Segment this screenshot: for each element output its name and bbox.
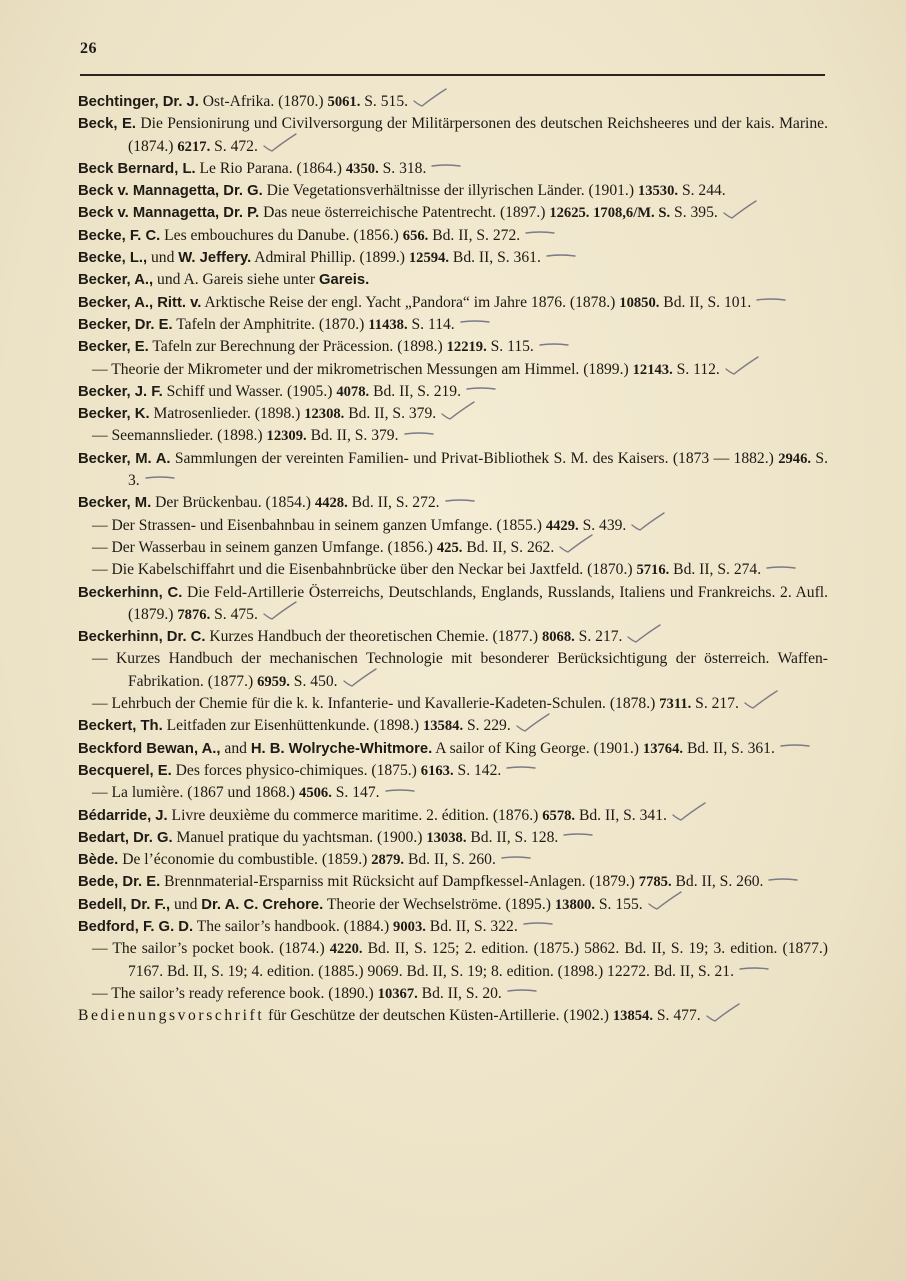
catalog-entry	[78, 292, 828, 314]
entry-text: Arktische Reise der engl. Yacht „Pandora“ im Jahre 1876. (1878.)	[201, 293, 620, 311]
entry-catalog-number: 5061.	[327, 94, 361, 110]
entry-location: Bd. II, S. 219.	[369, 382, 462, 400]
entry-location: Bd. II, S. 262.	[462, 538, 555, 556]
entry-catalog-number: 7311.	[659, 696, 692, 713]
catalog-entry	[78, 381, 828, 403]
pencil-dash-mark-icon	[738, 965, 774, 979]
entry-location: S. 155.	[594, 895, 643, 913]
entry-text: De l’économie du combustible. (1859.)	[118, 851, 372, 869]
pencil-dash-mark-icon	[779, 742, 815, 756]
entry-text: — La lumière. (1867 und 1868.)	[92, 784, 300, 802]
pencil-check-mark-icon	[671, 809, 707, 823]
entry-location: S. 472.	[210, 137, 258, 155]
entry-location: S. 318.	[378, 159, 427, 177]
catalog-entry	[78, 91, 828, 113]
entry-author: Becker, K.	[78, 406, 150, 423]
entry-location: S. 217.	[691, 695, 739, 713]
entry-text: A sailor of King George. (1901.)	[432, 739, 643, 757]
entry-location: S. 229.	[463, 717, 511, 735]
entry-author: Bedart, Dr. G.	[78, 829, 173, 846]
entry-catalog-number: 9003.	[393, 918, 426, 935]
entry-location: S. 3.	[128, 449, 828, 490]
pencil-dash-mark-icon	[765, 564, 801, 578]
entry-author: Becquerel, E.	[78, 762, 172, 779]
entry-catalog-number: 13038.	[426, 829, 467, 846]
entry-title-spaced: Bedienungsvorschrift	[78, 1007, 265, 1025]
entry-location: Bd. II, S. 361.	[449, 249, 541, 267]
entry-text: — The sailor’s ready reference book. (1890.)	[92, 984, 378, 1002]
entry-text: Der Brückenbau. (1854.)	[151, 494, 315, 512]
entry-catalog-number: 656.	[402, 227, 429, 244]
entry-author: Beck v. Mannagetta, Dr. G.	[78, 183, 263, 200]
entry-catalog-number: 13584.	[422, 718, 464, 735]
entry-author: Becker, M. A.	[78, 450, 171, 467]
entry-text: Sammlungen der vereinten Familien- und Privat-Bibliothek S. M. des Kaisers. (1873 — 1882.)	[170, 449, 779, 467]
entry-coauthor: W. Jeffery.	[178, 250, 252, 267]
catalog-entry	[78, 492, 828, 514]
pencil-dash-mark-icon	[444, 497, 480, 511]
catalog-entry	[78, 760, 828, 782]
entry-author: Becker, E.	[78, 339, 149, 356]
entry-catalog-number: 12309.	[266, 428, 307, 445]
pencil-dash-mark-icon	[545, 252, 581, 266]
entry-catalog-number: 6163.	[420, 762, 454, 779]
entry-catalog-number: 13530.	[637, 183, 679, 200]
entry-coauthor: Dr. A. C. Crehore.	[201, 896, 324, 913]
entry-catalog-number: 7876.	[177, 606, 211, 623]
catalog-entry	[78, 1005, 828, 1027]
entry-text: — Seemannslieder. (1898.)	[92, 427, 267, 445]
entry-text: Leitfaden zur Eisenhüttenkunde. (1898.)	[162, 717, 423, 735]
pencil-check-mark-icon	[626, 631, 662, 645]
entry-location: Bd. II, S. 260.	[671, 873, 764, 891]
pencil-dash-mark-icon	[459, 318, 495, 332]
entry-text: — Der Wasserbau in seinem ganzen Umfange. (1856.)	[92, 538, 437, 556]
entry-catalog-number: 10367.	[377, 985, 418, 1002]
entry-author: Bede, Dr. E.	[78, 874, 161, 891]
entry-location: Bd. II, S. 101.	[659, 293, 752, 311]
entry-catalog-number: 7785.	[638, 874, 672, 891]
pencil-check-mark-icon	[342, 675, 378, 689]
catalog-entry	[78, 336, 828, 358]
pencil-check-mark-icon	[724, 363, 760, 377]
entry-location: Bd. II, S. 379.	[306, 427, 399, 445]
catalog-entry	[78, 269, 828, 291]
entry-catalog-number: 12219.	[446, 339, 487, 356]
pencil-dash-mark-icon	[538, 341, 574, 355]
entry-catalog-number: 8068.	[541, 629, 575, 646]
entry-catalog-number: 6578.	[542, 807, 576, 824]
catalog-entry	[78, 827, 828, 849]
entry-text: und A. Gareis siehe unter	[153, 271, 319, 289]
entry-text: — Kurzes Handbuch der mechanischen Technologie mit besonderer Berücksichtigung der österreich. Waffen-Fabrikation. (1877.)	[92, 650, 828, 690]
entry-location: Bd. II, S. 322.	[425, 917, 518, 935]
entry-location: S. 147.	[331, 784, 380, 802]
catalog-entry	[78, 247, 828, 269]
catalog-entry	[78, 314, 828, 336]
entry-location: S. 142.	[453, 761, 502, 779]
entry-catalog-number: 12625. 1708,6/M. S.	[549, 205, 671, 222]
pencil-dash-mark-icon	[144, 474, 180, 488]
entry-catalog-number: 12308.	[304, 406, 345, 423]
pencil-dash-mark-icon	[384, 787, 420, 801]
entry-text: Des forces physico-chimiques. (1875.)	[171, 761, 421, 779]
entry-catalog-number: 6959.	[257, 673, 290, 690]
pencil-check-mark-icon	[262, 140, 298, 154]
pencil-check-mark-icon	[647, 898, 683, 912]
entry-text: Kurzes Handbuch der theoretischen Chemie. (1877.)	[205, 628, 542, 646]
entry-catalog-number: 12143.	[632, 361, 673, 378]
entry-location: Bd. II, S. 272.	[347, 494, 440, 512]
catalog-entry	[78, 582, 828, 627]
entry-author: Beckerhinn, Dr. C.	[78, 629, 206, 646]
entry-location: S. 244.	[678, 182, 726, 200]
pencil-dash-mark-icon	[465, 385, 501, 399]
pencil-check-mark-icon	[722, 207, 758, 221]
entry-location: Bd. II, S. 272.	[428, 226, 521, 244]
entry-text: — The sailor’s pocket book. (1874.)	[92, 940, 330, 958]
entry-catalog-number: 12594.	[408, 250, 450, 267]
entry-text: Die Vegetationsverhältnisse der illyrischen Länder. (1901.)	[262, 182, 638, 200]
pencil-dash-mark-icon	[505, 764, 541, 778]
entry-catalog-number: 13764.	[642, 740, 684, 757]
entry-text: Livre deuxième du commerce maritime. 2. édition. (1876.)	[167, 806, 543, 824]
sub-entry	[78, 938, 828, 983]
pencil-dash-mark-icon	[524, 229, 560, 243]
entry-location: S. 217.	[574, 628, 623, 646]
entry-location: S. 475.	[210, 605, 258, 623]
entry-text: Admiral Phillip. (1899.)	[251, 249, 409, 267]
entry-author: Bède.	[78, 852, 119, 869]
sub-entry	[78, 425, 828, 447]
sub-entry	[78, 983, 828, 1005]
catalog-entry	[78, 738, 828, 760]
pencil-dash-mark-icon	[500, 854, 536, 868]
entry-location: Bd. II, S. 361.	[683, 739, 775, 757]
catalog-entry	[78, 113, 828, 158]
entry-catalog-number: 5716.	[636, 562, 670, 579]
entry-text: and	[220, 739, 251, 757]
entry-catalog-number: 4350.	[345, 160, 379, 177]
entry-text: Das neue österreichische Patentrecht. (1897.)	[259, 204, 550, 222]
catalog-entry	[78, 202, 828, 224]
catalog-entry	[78, 225, 828, 247]
entry-author: Becker, J. F.	[78, 383, 163, 400]
entry-catalog-number: 4078.	[336, 383, 370, 400]
entry-location: S. 395.	[670, 204, 718, 222]
entry-text: — Der Strassen- und Eisenbahnbau in seinem ganzen Umfange. (1855.)	[92, 516, 546, 534]
pencil-dash-mark-icon	[522, 920, 558, 934]
entry-location: S. 112.	[672, 360, 720, 378]
pencil-check-mark-icon	[515, 720, 551, 734]
entry-text: Matrosenlieder. (1898.)	[149, 405, 305, 423]
pencil-check-mark-icon	[630, 519, 666, 533]
pencil-dash-mark-icon	[755, 296, 791, 310]
entry-location: Bd. II, S. 341.	[575, 806, 667, 824]
catalog-entry	[78, 805, 828, 827]
entry-author: Becke, F. C.	[78, 227, 161, 244]
catalog-entry	[78, 448, 828, 493]
entry-text: Tafeln zur Berechnung der Präcession. (1898.)	[148, 338, 447, 356]
entry-author: Bechtinger, Dr. J.	[78, 94, 199, 110]
entry-author: Bedell, Dr. F.,	[78, 896, 171, 913]
sub-entry	[78, 693, 828, 715]
catalog-entry	[78, 626, 828, 648]
entry-text: für Geschütze der deutschen Küsten-Artillerie. (1902.)	[264, 1007, 613, 1025]
entry-catalog-number: 2879.	[371, 852, 405, 869]
entry-author: Becker, A., Ritt. v.	[78, 294, 202, 311]
entry-author: Beck, E.	[78, 116, 137, 133]
entry-catalog-number: 425.	[436, 539, 463, 556]
catalog-entry	[78, 158, 828, 180]
entry-author: Becker, A.,	[78, 272, 154, 289]
entry-text: — Die Kabelschiffahrt und die Eisenbahnbrücke über den Neckar bei Jaxtfeld. (1870.)	[92, 561, 637, 579]
catalog-entry	[78, 916, 828, 938]
catalog-entry	[78, 180, 828, 202]
entry-coauthor: H. B. Wolryche-Whitmore.	[250, 740, 433, 757]
entry-text: Theorie der Wechselströme. (1895.)	[323, 895, 555, 913]
entry-location: Bd. II, S. 128.	[466, 828, 559, 846]
catalog-entry	[78, 849, 828, 871]
entry-author: Bédarride, J.	[78, 807, 168, 824]
entry-location: S. 450.	[289, 672, 338, 690]
entry-text: Le Rio Parana. (1864.)	[195, 159, 346, 177]
entry-text: und	[170, 895, 202, 913]
entry-location: S. 515.	[360, 93, 409, 110]
entry-location: S. 477.	[652, 1007, 701, 1025]
pencil-check-mark-icon	[705, 1010, 741, 1024]
entry-author: Beckford Bewan, A.,	[78, 740, 221, 757]
catalog-entry	[78, 715, 828, 737]
catalog-entry	[78, 403, 828, 425]
pencil-check-mark-icon	[558, 541, 594, 555]
pencil-check-mark-icon	[440, 408, 476, 422]
entry-catalog-number: 4429.	[545, 517, 579, 534]
entry-catalog-number: 13800.	[554, 896, 595, 913]
entry-text: Die Feld-Artillerie Österreichs, Deutschlands, Englands, Russlands, Italiens und Frankreichs. 2. Aufl. (1879.)	[128, 583, 828, 623]
entry-author: Beck v. Mannagetta, Dr. P.	[78, 205, 260, 222]
entry-location: Bd. II, S. 379.	[344, 405, 437, 423]
entry-author: Beckerhinn, C.	[78, 584, 183, 601]
page-number: 26	[80, 40, 97, 57]
sub-entry	[78, 782, 828, 804]
sub-entry	[78, 515, 828, 537]
entry-text: und	[147, 249, 179, 267]
entry-text: Manuel pratique du yachtsman. (1900.)	[172, 828, 427, 846]
entry-location: S. 439.	[578, 516, 627, 534]
entry-catalog-number: 10850.	[619, 294, 660, 311]
entry-location: S. 115.	[486, 338, 534, 356]
catalog-entry	[78, 871, 828, 893]
entry-author: Beck Bernard, L.	[78, 160, 196, 177]
entry-location: Bd. II, S. 20.	[417, 984, 502, 1002]
entry-coauthor: Gareis.	[319, 272, 370, 289]
header-rule	[80, 74, 825, 76]
entry-catalog-number: 2946.	[778, 450, 812, 467]
catalog-entry	[78, 894, 828, 916]
entry-author: Becker, Dr. E.	[78, 316, 173, 333]
entry-location: Bd. II, S. 260.	[404, 851, 496, 869]
entry-catalog-number: 4428.	[314, 495, 348, 512]
entry-text: Schiff und Wasser. (1905.)	[162, 382, 337, 400]
entry-text: Les embouchures du Danube. (1856.)	[160, 226, 403, 244]
entry-catalog-number: 4220.	[329, 941, 363, 958]
pencil-dash-mark-icon	[430, 162, 466, 176]
entry-location: Bd. II, S. 274.	[669, 561, 762, 579]
entry-text: — Lehrbuch der Chemie für die k. k. Infanterie- und Kavallerie-Kadeten-Schulen. (1878.)	[92, 695, 660, 713]
entry-text: — Theorie der Mikrometer und der mikrometrischen Messungen am Himmel. (1899.)	[92, 360, 633, 378]
entry-catalog-number: 11438.	[368, 316, 408, 333]
entry-author: Bedford, F. G. D.	[78, 918, 194, 935]
sub-entry	[78, 648, 828, 693]
entry-text: Die Pensionirung und Civilversorgung der Militärpersonen des deutschen Reichsheeres und der kais. Marine. (1874.)	[128, 115, 828, 155]
pencil-dash-mark-icon	[506, 987, 542, 1001]
entry-text: Tafeln der Amphitrite. (1870.)	[172, 315, 369, 333]
entry-catalog-number: 13854.	[612, 1008, 653, 1025]
pencil-dash-mark-icon	[403, 430, 439, 444]
entry-author: Becke, L.,	[78, 250, 148, 267]
entry-catalog-number: 4506.	[299, 785, 332, 802]
pencil-check-mark-icon	[412, 95, 448, 109]
entry-author: Beckert, Th.	[78, 718, 163, 735]
entry-list	[78, 91, 828, 1027]
entry-text: The sailor’s handbook. (1884.)	[193, 917, 394, 935]
pencil-check-mark-icon	[262, 608, 298, 622]
pencil-dash-mark-icon	[562, 831, 598, 845]
entry-location: S. 114.	[407, 315, 455, 333]
pencil-check-mark-icon	[743, 697, 779, 711]
pencil-dash-mark-icon	[767, 876, 803, 890]
entry-catalog-number: 6217.	[177, 138, 211, 155]
sub-entry	[78, 537, 828, 559]
sub-entry	[78, 559, 828, 581]
entry-text: Ost-Afrika. (1870.)	[198, 93, 328, 110]
entry-author: Becker, M.	[78, 495, 152, 512]
entry-text: Brennmaterial-Ersparniss mit Rücksicht auf Dampfkessel-Anlagen. (1879.)	[160, 873, 639, 891]
entry-location: Bd. II, S. 125; 2. edition. (1875.) 5862. Bd. II, S. 19; 3. edition. (1877.) 7167. Bd. II, S. 19; 4. edition. (1885.) 9069. Bd. II, S. 19; 8. edition. (1898.) 12272. Bd. II, S. 21.	[128, 940, 828, 980]
sub-entry	[78, 359, 828, 381]
